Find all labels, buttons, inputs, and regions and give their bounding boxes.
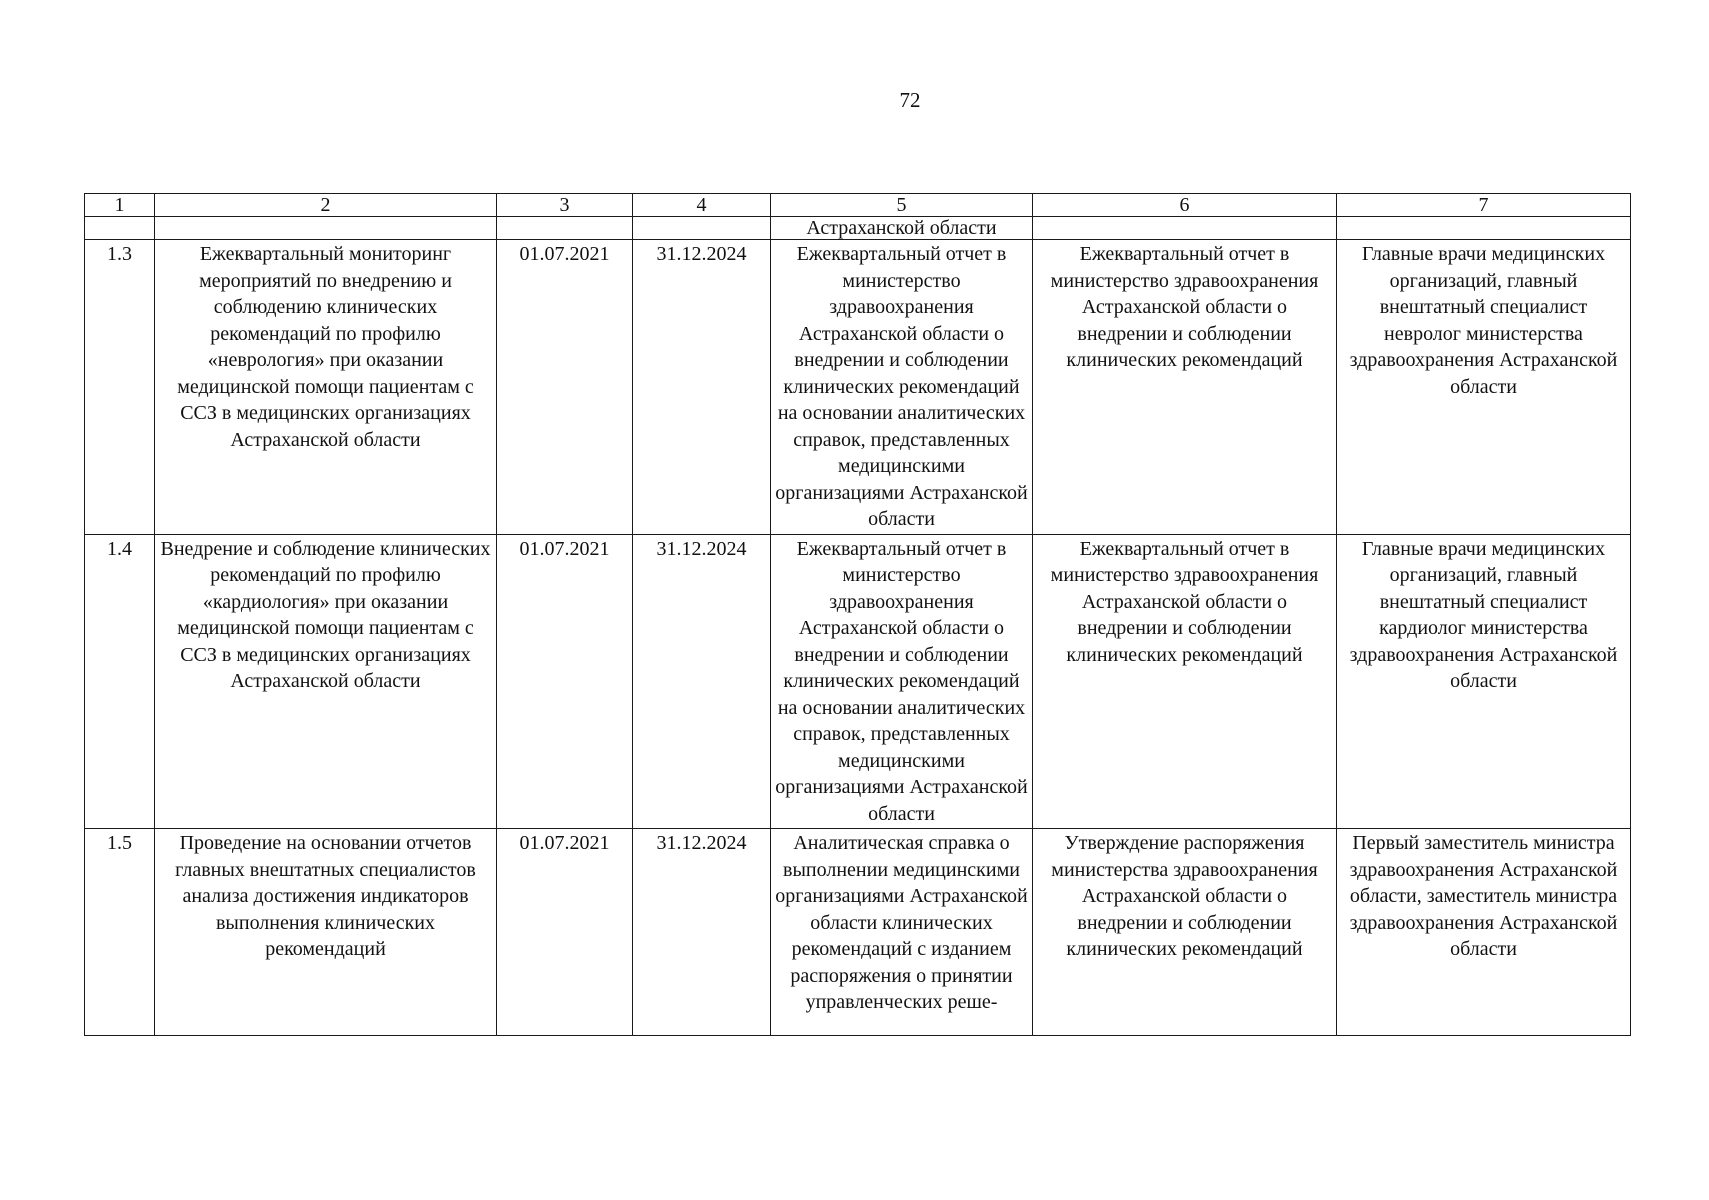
event-cell: Проведение на основании отчетов главных внештатных специалистов анализа достижения индикаторов выполнения клинических рекомендаций bbox=[155, 829, 497, 1036]
continuation-text: Астраханской области bbox=[771, 217, 1033, 240]
column-number: 3 bbox=[497, 194, 633, 217]
plan-table bbox=[84, 193, 1631, 1036]
start-date-cell: 01.07.2021 bbox=[497, 829, 633, 1036]
control-cell: Ежеквартальный отчет в министерство здравоохранения Астраханской области о внедрении и соблюдении клинических рекомендаций bbox=[1033, 240, 1337, 535]
responsible-cell: Главные врачи медицинских организаций, главный внештатный специалист невролог министерства здравоохранения Астраханской области bbox=[1337, 240, 1631, 535]
event-cell: Ежеквартальный мониторинг мероприятий по внедрению и соблюдению клинических рекомендаций по профилю «неврология» при оказании медицинской помощи пациентам с ССЗ в медицинских организациях Астраханской области bbox=[155, 240, 497, 535]
result-cell: Аналитическая справка о выполнении медицинскими организациями Астраханской области клинических рекомендаций с изданием распоряжения о принятии управленческих реше- bbox=[771, 829, 1033, 1036]
column-number-row bbox=[85, 194, 1631, 217]
event-cell: Внедрение и соблюдение клинических рекомендаций по профилю «кардиология» при оказании медицинской помощи пациентам с ССЗ в медицинских организациях Астраханской области bbox=[155, 534, 497, 829]
row-number: 1.3 bbox=[85, 240, 155, 535]
end-date-cell: 31.12.2024 bbox=[633, 829, 771, 1036]
row-number: 1.5 bbox=[85, 829, 155, 1036]
start-date-cell: 01.07.2021 bbox=[497, 534, 633, 829]
table-row bbox=[85, 240, 1631, 535]
end-date-cell: 31.12.2024 bbox=[633, 240, 771, 535]
column-number: 7 bbox=[1337, 194, 1631, 217]
control-cell: Ежеквартальный отчет в министерство здравоохранения Астраханской области о внедрении и соблюдении клинических рекомендаций bbox=[1033, 534, 1337, 829]
result-cell: Ежеквартальный отчет в министерство здравоохранения Астраханской области о внедрении и соблюдении клинических рекомендаций на основании аналитических справок, представленных медицинскими организациями Астраханской области bbox=[771, 534, 1033, 829]
table-row bbox=[85, 829, 1631, 1036]
start-date-cell: 01.07.2021 bbox=[497, 240, 633, 535]
result-cell: Ежеквартальный отчет в министерство здравоохранения Астраханской области о внедрении и соблюдении клинических рекомендаций на основании аналитических справок, представленных медицинскими организациями Астраханской области bbox=[771, 240, 1033, 535]
column-number: 1 bbox=[85, 194, 155, 217]
responsible-cell: Главные врачи медицинских организаций, главный внештатный специалист кардиолог министерства здравоохранения Астраханской области bbox=[1337, 534, 1631, 829]
column-number: 2 bbox=[155, 194, 497, 217]
column-number: 4 bbox=[633, 194, 771, 217]
end-date-cell: 31.12.2024 bbox=[633, 534, 771, 829]
row-number: 1.4 bbox=[85, 534, 155, 829]
responsible-cell: Первый заместитель министра здравоохранения Астраханской области, заместитель министра здравоохранения Астраханской области bbox=[1337, 829, 1631, 1036]
continuation-row bbox=[85, 217, 1631, 240]
table-row bbox=[85, 534, 1631, 829]
column-number: 5 bbox=[771, 194, 1033, 217]
page-number: 72 bbox=[899, 88, 921, 112]
control-cell: Утверждение распоряжения министерства здравоохранения Астраханской области о внедрении и соблюдении клинических рекомендаций bbox=[1033, 829, 1337, 1036]
column-number: 6 bbox=[1033, 194, 1337, 217]
